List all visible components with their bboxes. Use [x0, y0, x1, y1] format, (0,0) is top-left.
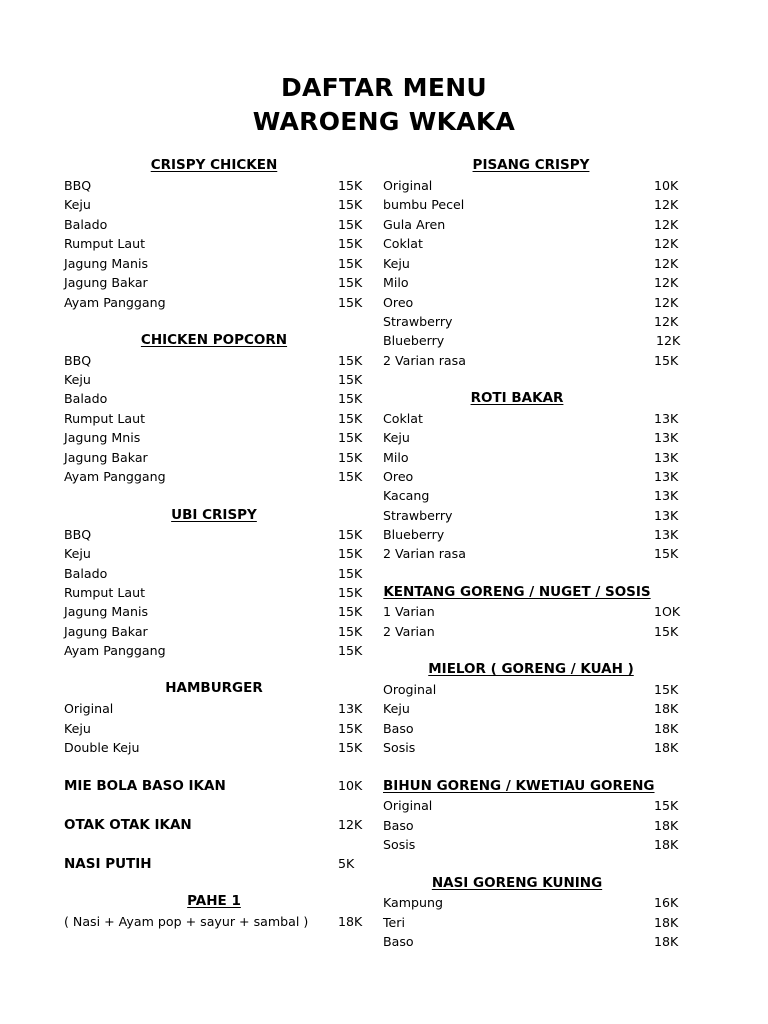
item-name: Rumput Laut — [64, 585, 146, 600]
item-name: Sosis — [383, 837, 416, 852]
item-price: 13K — [654, 430, 679, 445]
item-name: Jagung Bakar — [64, 275, 148, 290]
item-name: Keju — [383, 701, 410, 716]
item-name: Balado — [64, 391, 108, 406]
item-name: Rumput Laut — [64, 411, 146, 426]
section-heading-pisang-crispy: PISANG CRISPY — [472, 157, 590, 173]
item-name: Blueberry — [383, 527, 445, 542]
section-heading-hamburger: HAMBURGER — [165, 680, 263, 696]
item-name: OTAK OTAK IKAN — [64, 817, 192, 833]
item-name: Keju — [64, 372, 91, 387]
item-name: Oreo — [383, 295, 414, 310]
item-price: 15K — [338, 740, 363, 755]
item-name: Original — [383, 178, 433, 193]
item-price: 15K — [654, 353, 679, 368]
item-name: Coklat — [383, 411, 423, 426]
item-name: Milo — [383, 275, 409, 290]
item-name: Sosis — [383, 740, 416, 755]
item-price: 15K — [338, 430, 363, 445]
item-price: 15K — [654, 546, 679, 561]
item-price: 15K — [338, 178, 363, 193]
section-heading-mielor: MIELOR ( GORENG / KUAH ) — [428, 661, 634, 677]
item-price: 15K — [338, 236, 363, 251]
item-name: MIE BOLA BASO IKAN — [64, 778, 226, 794]
item-price: 12K — [654, 236, 679, 251]
section-heading-chicken-popcorn: CHICKEN POPCORN — [140, 332, 288, 348]
item-name: Baso — [383, 934, 414, 949]
item-price: 15K — [338, 353, 363, 368]
item-price: 12K — [338, 817, 363, 832]
item-price: 15K — [338, 527, 363, 542]
item-price: 16K — [654, 895, 679, 910]
item-price: 10K — [338, 778, 363, 793]
item-price: 18K — [654, 915, 679, 930]
item-price: 15K — [338, 275, 363, 290]
item-price: 13K — [654, 469, 679, 484]
item-name: Baso — [383, 818, 414, 833]
item-price: 13K — [654, 450, 679, 465]
item-name: NASI PUTIH — [64, 856, 152, 872]
section-heading-pahe-1: PAHE 1 — [187, 893, 241, 909]
item-name: Keju — [383, 430, 410, 445]
item-name: Strawberry — [383, 314, 453, 329]
item-price: 15K — [338, 624, 363, 639]
item-name: Coklat — [383, 236, 423, 251]
item-name: Ayam Panggang — [64, 643, 166, 658]
item-name: Jagung Manis — [64, 604, 149, 619]
item-price: 15K — [338, 411, 363, 426]
item-price: 15K — [338, 604, 363, 619]
item-price: 18K — [338, 914, 363, 929]
item-name: Oroginal — [383, 682, 437, 697]
item-price: 15K — [654, 624, 679, 639]
item-price: 15K — [338, 469, 363, 484]
restaurant-name: WAROENG WKAKA — [252, 107, 516, 136]
item-name: Kampung — [383, 895, 443, 910]
item-price: 15K — [338, 256, 363, 271]
item-price: 15K — [338, 721, 363, 736]
item-name: Teri — [383, 915, 405, 930]
item-name: BBQ — [64, 178, 92, 193]
item-price: 15K — [338, 450, 363, 465]
item-name: Jagung Bakar — [64, 624, 148, 639]
item-name: Jagung Bakar — [64, 450, 148, 465]
item-name: Ayam Panggang — [64, 295, 166, 310]
item-price: 12K — [656, 333, 681, 348]
item-name: Balado — [64, 566, 108, 581]
item-name: Blueberry — [383, 333, 445, 348]
item-price: 13K — [654, 488, 679, 503]
item-price: 18K — [654, 740, 679, 755]
section-heading-kentang-goreng: KENTANG GORENG / NUGET / SOSIS — [383, 584, 651, 600]
item-name: Baso — [383, 721, 414, 736]
item-name: Original — [64, 701, 114, 716]
item-name: Double Keju — [64, 740, 140, 755]
item-price: 5K — [338, 856, 355, 871]
section-heading-ubi-crispy: UBI CRISPY — [171, 507, 257, 523]
item-price: 12K — [654, 275, 679, 290]
item-price: 12K — [654, 256, 679, 271]
item-name: Original — [383, 798, 433, 813]
item-name: Keju — [64, 721, 91, 736]
item-price: 15K — [654, 682, 679, 697]
section-heading-nasi-goreng-kuning: NASI GORENG KUNING — [431, 875, 603, 891]
item-price: 13K — [654, 411, 679, 426]
item-name: Keju — [64, 197, 91, 212]
item-price: 15K — [338, 643, 363, 658]
item-price: 12K — [654, 197, 679, 212]
item-price: 18K — [654, 721, 679, 736]
item-name: Keju — [64, 546, 91, 561]
item-price: 15K — [338, 197, 363, 212]
item-price: 13K — [654, 508, 679, 523]
item-name: Jagung Mnis — [64, 430, 141, 445]
item-name: Milo — [383, 450, 409, 465]
item-price: 15K — [654, 798, 679, 813]
item-name: 2 Varian rasa — [383, 353, 466, 368]
item-price: 15K — [338, 372, 363, 387]
item-price: 13K — [654, 527, 679, 542]
section-heading-bihun-goreng: BIHUN GORENG / KWETIAU GORENG — [383, 778, 655, 794]
item-name: Kacang — [383, 488, 430, 503]
item-name: 2 Varian rasa — [383, 546, 466, 561]
item-name: Oreo — [383, 469, 414, 484]
item-name: 1 Varian — [383, 604, 435, 619]
item-name: Balado — [64, 217, 108, 232]
item-price: 13K — [338, 701, 363, 716]
item-price: 15K — [338, 391, 363, 406]
item-price: 12K — [654, 295, 679, 310]
item-price: 10K — [654, 178, 679, 193]
item-price: 18K — [654, 934, 679, 949]
item-name: ( Nasi + Ayam pop + sayur + sambal ) — [64, 914, 309, 929]
section-heading-roti-bakar: ROTI BAKAR — [470, 390, 564, 406]
item-price: 15K — [338, 217, 363, 232]
item-price: 18K — [654, 701, 679, 716]
item-price: 18K — [654, 837, 679, 852]
item-price: 15K — [338, 295, 363, 310]
section-heading-crispy-chicken: CRISPY CHICKEN — [150, 157, 278, 173]
item-name: Strawberry — [383, 508, 453, 523]
item-name: Jagung Manis — [64, 256, 149, 271]
item-name: 2 Varian — [383, 624, 435, 639]
item-name: Gula Aren — [383, 217, 446, 232]
item-name: Rumput Laut — [64, 236, 146, 251]
item-name: bumbu Pecel — [383, 197, 465, 212]
item-price: 1OK — [654, 604, 681, 619]
item-price: 15K — [338, 566, 363, 581]
item-price: 15K — [338, 546, 363, 561]
item-name: BBQ — [64, 527, 92, 542]
item-price: 18K — [654, 818, 679, 833]
item-name: Ayam Panggang — [64, 469, 166, 484]
item-name: BBQ — [64, 353, 92, 368]
item-name: Keju — [383, 256, 410, 271]
menu-title: DAFTAR MENU — [280, 73, 488, 102]
item-price: 12K — [654, 314, 679, 329]
item-price: 15K — [338, 585, 363, 600]
item-price: 12K — [654, 217, 679, 232]
